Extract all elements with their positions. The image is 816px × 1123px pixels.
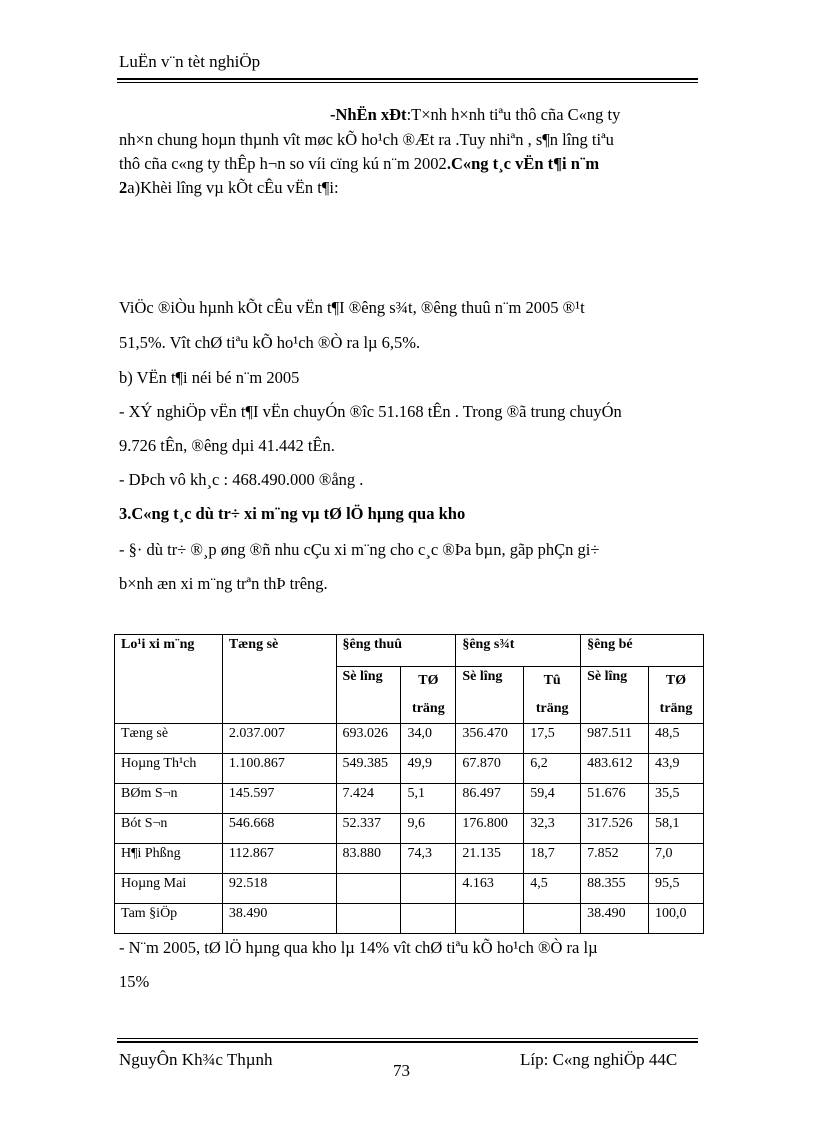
para-1-line-2: 51,5%. Vît chØ tiªu kÕ ho¹ch ®Ò ra lµ 6,5%. [119, 333, 421, 352]
row-label: Tam §iÖp [115, 904, 223, 934]
footer-rule-thick [117, 1041, 698, 1043]
row-label: Hoµng Mai [115, 874, 223, 904]
table-cell: 43,9 [649, 754, 704, 784]
table-row [115, 814, 704, 844]
table-cell: 2.037.007 [222, 724, 336, 754]
table-cell: 21.135 [456, 844, 524, 874]
subsection-a [119, 178, 339, 198]
footer-author: NguyÔn Kh¾c Thµnh [119, 1050, 273, 1069]
header-total: Tæng sè [222, 635, 336, 724]
table-cell [524, 904, 581, 934]
subheader-quantity: Sè lîng [336, 667, 401, 724]
table-cell: 483.612 [581, 754, 649, 784]
bullet-3-line-2: b×nh æn xi m¨ng trªn thÞ trêng. [119, 574, 328, 593]
remark-line-2: nh×n chung hoµn thµnh vît møc kÕ ho¹ch ®Æt ra .Tuy nhiªn , s¶n lîng tiªu [119, 130, 614, 149]
table-cell: 86.497 [456, 784, 524, 814]
subheader-share-word-1: TØ [665, 673, 687, 688]
table-cell [401, 874, 456, 904]
table-cell: 92.518 [222, 874, 336, 904]
remark-line-1 [330, 105, 620, 125]
table-cell: 35,5 [649, 784, 704, 814]
bullet-2: - DÞch vô kh¸c : 468.490.000 ®ång . [119, 470, 364, 489]
table-cell: 49,9 [401, 754, 456, 784]
header-cement-type: Lo¹i xi m¨ng [115, 635, 223, 724]
table-body [115, 724, 704, 934]
remark-label: -NhËn xÐt [330, 105, 407, 124]
header-waterway: §êng thuû [336, 635, 456, 667]
table-cell: 32,3 [524, 814, 581, 844]
cement-distribution-table [114, 634, 704, 934]
table-cell: 17,5 [524, 724, 581, 754]
section-3-heading: 3.C«ng t¸c dù tr÷ xi m¨ng vµ tØ lÖ hµng qua kho [119, 504, 466, 523]
table-cell: 58,1 [649, 814, 704, 844]
table-cell: 7.424 [336, 784, 401, 814]
table-cell: 52.337 [336, 814, 401, 844]
table-cell: 18,7 [524, 844, 581, 874]
table-cell: 100,0 [649, 904, 704, 934]
subheader-share-word-2: träng [535, 701, 569, 716]
remark-text: :T×nh h×nh tiªu thô cña C«ng ty [406, 105, 621, 124]
table-cell [336, 904, 401, 934]
table-cell: 176.800 [456, 814, 524, 844]
table-row [115, 904, 704, 934]
subheader-share-word-1: TØ [418, 673, 439, 688]
subheader-share-word-1: Tû [543, 673, 561, 688]
table-cell [336, 874, 401, 904]
header-rule-thin [117, 82, 698, 83]
table-cell: 83.880 [336, 844, 401, 874]
table-cell: 317.526 [581, 814, 649, 844]
table-cell: 38.490 [222, 904, 336, 934]
table-row [115, 724, 704, 754]
table-cell: 356.470 [456, 724, 524, 754]
table-cell: 6,2 [524, 754, 581, 784]
table-cell: 9,6 [401, 814, 456, 844]
table-cell: 7.852 [581, 844, 649, 874]
bullet-1-line-1: - XÝ nghiÖp vËn t¶I vËn chuyÓn ®îc 51.168 tÊn . Trong ®ã trung chuyÓn [119, 402, 622, 421]
transport-heading: .C«ng t¸c vËn t¶i n¨m [446, 154, 600, 173]
table-cell: 74,3 [401, 844, 456, 874]
remark-line-3 [119, 154, 599, 174]
subsection-a-text: a)Khèi lîng vµ kÕt cÊu vËn t¶i: [127, 178, 339, 197]
table-cell: 5,1 [401, 784, 456, 814]
row-label: BØm S¬n [115, 784, 223, 814]
row-label: Hoµng Th¹ch [115, 754, 223, 784]
table-cell: 51.676 [581, 784, 649, 814]
header-railway: §êng s¾t [456, 635, 581, 667]
subsection-number: 2 [119, 178, 128, 197]
subheader-share [401, 667, 456, 724]
subheader-share-word-2: träng [659, 701, 693, 716]
table-row [115, 754, 704, 784]
table-cell: 693.026 [336, 724, 401, 754]
table-cell: 7,0 [649, 844, 704, 874]
subsection-b: b) VËn t¶i néi bé n¨m 2005 [119, 368, 300, 387]
table-row [115, 844, 704, 874]
para-1-line-1: ViÖc ®iÒu hµnh kÕt cÊu vËn t¶I ®êng s¾t, ®êng thuû n¨m 2005 ®¹t [119, 298, 585, 317]
table-cell: 112.867 [222, 844, 336, 874]
table-cell: 145.597 [222, 784, 336, 814]
page-number: 73 [393, 1061, 410, 1080]
running-header: LuËn v¨n tèt nghiÖp [119, 52, 261, 71]
header-rule-thick [117, 78, 698, 80]
footer-rule-thin [117, 1038, 698, 1039]
table-cell: 546.668 [222, 814, 336, 844]
table-cell: 59,4 [524, 784, 581, 814]
subheader-share [524, 667, 581, 724]
table-cell: 67.870 [456, 754, 524, 784]
table-cell: 4,5 [524, 874, 581, 904]
subheader-quantity: Sè lîng [581, 667, 649, 724]
table-cell: 48,5 [649, 724, 704, 754]
bullet-3-line-1: - §· dù tr÷ ®¸p øng ®ñ nhu cÇu xi m¨ng cho c¸c ®Þa bµn, gãp phÇn gi÷ [119, 540, 600, 559]
after-table-line-1: - N¨m 2005, tØ lÖ hµng qua kho lµ 14% vît chØ tiªu kÕ ho¹ch ®Ò ra lµ [119, 938, 598, 957]
row-label: Tæng sè [115, 724, 223, 754]
table-cell: 34,0 [401, 724, 456, 754]
remark-line-3-text: thô cña c«ng ty thÊp h¬n so víi cïng kú n¨m 2002 [119, 154, 447, 173]
footer-class: Líp: C«ng nghiÖp 44C [520, 1050, 678, 1069]
subheader-share-word-2: träng [412, 701, 445, 716]
bullet-1-line-2: 9.726 tÊn, ®êng dµi 41.442 tÊn. [119, 436, 335, 455]
table-cell [456, 904, 524, 934]
table-cell [401, 904, 456, 934]
subheader-quantity: Sè lîng [456, 667, 524, 724]
table-cell: 1.100.867 [222, 754, 336, 784]
table-cell: 95,5 [649, 874, 704, 904]
row-label: H¶i Phßng [115, 844, 223, 874]
table-cell: 88.355 [581, 874, 649, 904]
row-label: Bót S¬n [115, 814, 223, 844]
table-cell: 38.490 [581, 904, 649, 934]
table-row [115, 784, 704, 814]
table-cell: 549.385 [336, 754, 401, 784]
header-road: §êng bé [581, 635, 704, 667]
table-cell: 987.511 [581, 724, 649, 754]
table-cell: 4.163 [456, 874, 524, 904]
table-row [115, 874, 704, 904]
after-table-line-2: 15% [119, 972, 150, 991]
subheader-share [649, 667, 704, 724]
